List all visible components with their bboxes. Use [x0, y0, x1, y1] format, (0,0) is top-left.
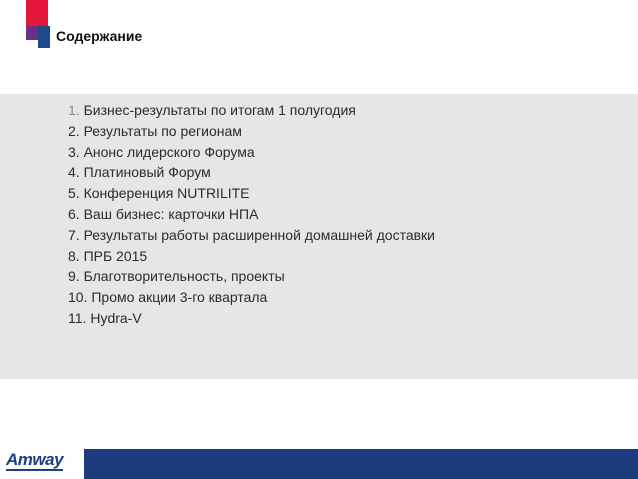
amway-logo-text: Amway [6, 450, 64, 469]
table-of-contents [68, 100, 435, 329]
toc-item-number: 8. [68, 247, 80, 264]
header-accent-blue [38, 26, 50, 48]
header-accent-purple [26, 26, 38, 40]
toc-item-6 [68, 204, 435, 225]
toc-item-number: 4. [68, 164, 80, 181]
toc-item-number: 7. [68, 226, 80, 243]
toc-item-7 [68, 225, 435, 246]
toc-item-10 [68, 287, 435, 308]
content-panel [0, 94, 638, 379]
toc-item-number: 5. [68, 185, 80, 202]
toc-item-label: Hydra-V [86, 309, 142, 326]
toc-item-label: Результаты работы расширенной домашней доставки [79, 226, 435, 243]
amway-logo [6, 449, 76, 473]
toc-item-9 [68, 266, 435, 287]
toc-item-2 [68, 121, 435, 142]
toc-item-label: Промо акции 3-го квартала [87, 289, 268, 306]
toc-item-label: Анонс лидерского Форума [79, 143, 255, 160]
toc-item-3 [68, 142, 435, 163]
toc-item-number: 9. [68, 268, 80, 285]
toc-item-label: Бизнес-результаты по итогам 1 полугодия [79, 102, 356, 118]
toc-item-4 [68, 162, 435, 183]
toc-item-number: 11. [68, 309, 87, 326]
toc-item-number: 1. [68, 102, 80, 118]
toc-item-number: 10. [68, 289, 88, 306]
toc-item-1 [68, 100, 435, 121]
toc-item-number: 3. [68, 143, 80, 160]
toc-item-label: Ваш бизнес: карточки НПА [79, 205, 259, 222]
toc-item-label: Результаты по регионам [79, 122, 242, 139]
toc-item-11 [68, 308, 435, 329]
footer-bar [84, 449, 638, 479]
page-title: Содержание [56, 28, 143, 44]
toc-item-label: ПРБ 2015 [79, 247, 148, 264]
toc-item-label: Платиновый Форум [79, 164, 211, 181]
toc-item-5 [68, 183, 435, 204]
toc-item-number: 6. [68, 205, 80, 222]
toc-item-label: Конференция NUTRILITE [79, 185, 250, 202]
toc-item-label: Благотворительность, проекты [79, 268, 285, 285]
toc-item-number: 2. [68, 122, 80, 139]
toc-item-8 [68, 246, 435, 267]
